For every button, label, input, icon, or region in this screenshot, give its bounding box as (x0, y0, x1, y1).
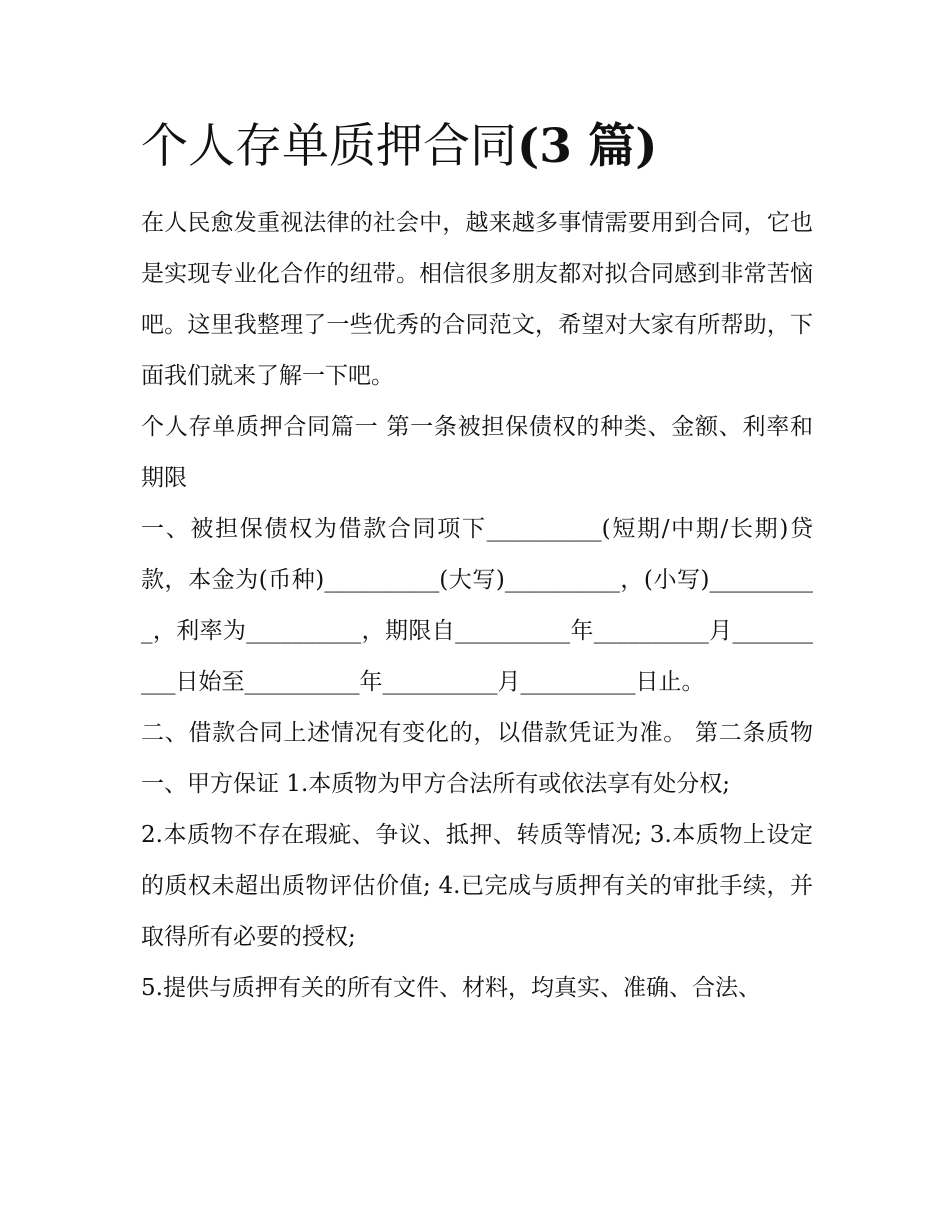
paragraph-article-1-heading: 个人存单质押合同篇一 第一条被担保债权的种类、金额、利率和期限 (141, 414, 813, 491)
paragraph-guarantees: 2.本质物不存在瑕疵、争议、抵押、转质等情况; 3.本质物上设定的质权未超出质物评估价值; 4.已完成与质押有关的审批手续，并取得所有必要的授权; (141, 822, 813, 950)
title-main: 个人存单质押合同 (141, 119, 517, 174)
title-count: (3 篇) (517, 119, 658, 174)
document-body (141, 198, 813, 1014)
paragraph-intro: 在人民愈发重视法律的社会中，越来越多事情需要用到合同，它也是实现专业化合作的纽带。相信很多朋友都对拟合同感到非常苦恼吧。这里我整理了一些优秀的合同范文，希望对大家有所帮助，下面我们就来了解一下吧。 (141, 210, 813, 389)
paragraph-article-1-clause-1: 一、被担保债权为借款合同项下__________(短期/中期/长期)贷款，本金为(币种)__________(大写)__________，(小写)__________，利率为__________，期限自__________年__________月__________日始至__________年__________月__________日止。 (141, 516, 813, 695)
paragraph-article-2: 二、借款合同上述情况有变化的，以借款凭证为准。 第二条质物 一、甲方保证 1.本质物为甲方合法所有或依法享有处分权; (141, 720, 813, 797)
document-title (141, 112, 841, 182)
paragraph-documents: 5.提供与质押有关的所有文件、材料，均真实、准确、合法、 (141, 975, 761, 1001)
